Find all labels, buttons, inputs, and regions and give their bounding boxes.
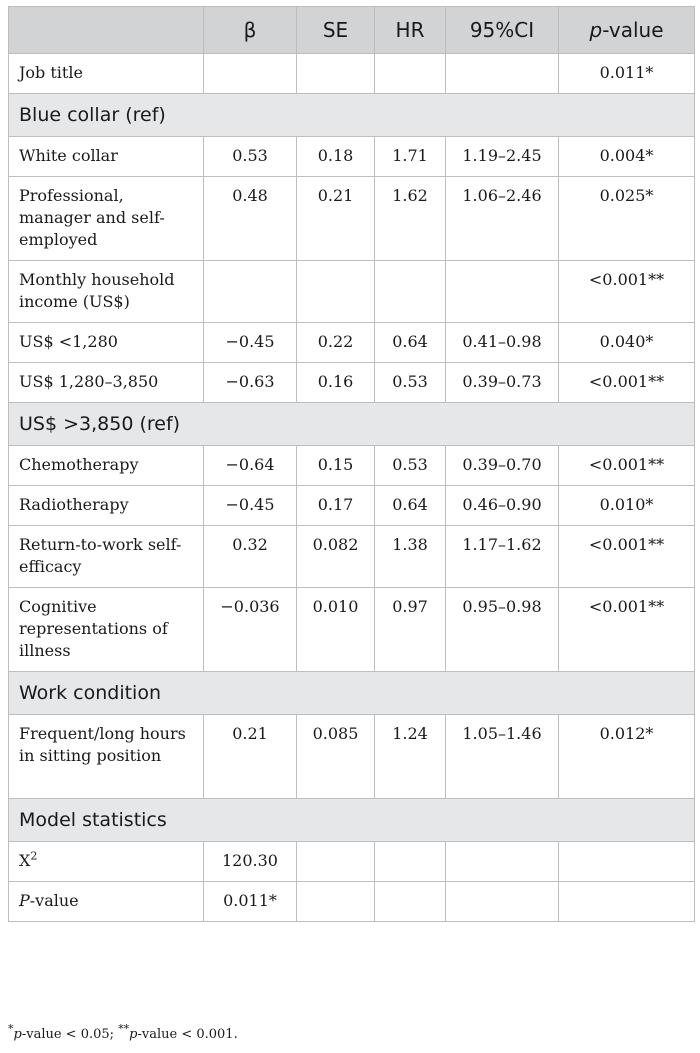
section-row — [9, 672, 695, 715]
cell-beta — [204, 261, 297, 323]
header-ci: 95%CI — [446, 7, 559, 54]
cell-beta: 0.53 — [204, 137, 297, 177]
table-row — [9, 363, 695, 403]
cell-p: 0.011* — [559, 54, 695, 94]
cell-hr: 1.38 — [375, 526, 446, 588]
cell-hr: 0.64 — [375, 323, 446, 363]
cell-ci: 0.39–0.70 — [446, 446, 559, 486]
cell-hr — [375, 261, 446, 323]
cell-ci: 1.05–1.46 — [446, 715, 559, 799]
header-p-value: p-value — [559, 7, 695, 54]
section-label: Model statistics — [9, 799, 695, 842]
table-row — [9, 261, 695, 323]
cell-beta: 0.21 — [204, 715, 297, 799]
cell-p: <0.001** — [559, 588, 695, 672]
cell-ci — [446, 54, 559, 94]
cell-hr: 0.53 — [375, 446, 446, 486]
cell-beta: −0.036 — [204, 588, 297, 672]
row-label: US$ <1,280 — [9, 323, 204, 363]
row-label: Return-to-work self-efficacy — [9, 526, 204, 588]
cell-empty — [297, 882, 375, 922]
cell-se: 0.085 — [297, 715, 375, 799]
row-label: $X^2$ — [9, 842, 204, 882]
cell-beta — [204, 54, 297, 94]
table-row — [9, 446, 695, 486]
cell-hr: 1.71 — [375, 137, 446, 177]
row-label: Radiotherapy — [9, 486, 204, 526]
cell-p: <0.001** — [559, 363, 695, 403]
cell-p: 0.025* — [559, 177, 695, 261]
cell-se: 0.010 — [297, 588, 375, 672]
cell-beta: −0.45 — [204, 486, 297, 526]
table-row — [9, 715, 695, 799]
cell-empty — [559, 882, 695, 922]
cell-beta: 120.30 — [204, 842, 297, 882]
table-row — [9, 588, 695, 672]
cell-empty — [375, 842, 446, 882]
cell-ci: 1.06–2.46 — [446, 177, 559, 261]
cell-p: 0.004* — [559, 137, 695, 177]
section-label: US$ >3,850 (ref) — [9, 403, 695, 446]
cell-hr: 1.62 — [375, 177, 446, 261]
cell-beta: −0.45 — [204, 323, 297, 363]
cell-ci: 0.95–0.98 — [446, 588, 559, 672]
cell-empty — [297, 842, 375, 882]
row-label: Job title — [9, 54, 204, 94]
cell-hr: 0.53 — [375, 363, 446, 403]
cell-empty — [375, 882, 446, 922]
cell-p: <0.001** — [559, 261, 695, 323]
row-label: Chemotherapy — [9, 446, 204, 486]
table-row — [9, 486, 695, 526]
table-row — [9, 882, 695, 922]
row-label: White collar — [9, 137, 204, 177]
cell-ci: 0.46–0.90 — [446, 486, 559, 526]
section-row — [9, 94, 695, 137]
cell-beta: −0.64 — [204, 446, 297, 486]
cell-beta: 0.48 — [204, 177, 297, 261]
cell-se — [297, 261, 375, 323]
cell-beta: 0.32 — [204, 526, 297, 588]
cell-p: <0.001** — [559, 526, 695, 588]
cell-p: 0.040* — [559, 323, 695, 363]
cell-empty — [559, 842, 695, 882]
header-se: SE — [297, 7, 375, 54]
header-label — [9, 7, 204, 54]
cell-empty — [446, 882, 559, 922]
row-label: Professional, manager and self-employed — [9, 177, 204, 261]
table-row — [9, 177, 695, 261]
section-label: Work condition — [9, 672, 695, 715]
cell-p: <0.001** — [559, 446, 695, 486]
cell-ci: 1.19–2.45 — [446, 137, 559, 177]
cell-beta: −0.63 — [204, 363, 297, 403]
table-row — [9, 526, 695, 588]
cell-beta: 0.011* — [204, 882, 297, 922]
cell-se: 0.22 — [297, 323, 375, 363]
row-label: US$ 1,280–3,850 — [9, 363, 204, 403]
cell-se: 0.21 — [297, 177, 375, 261]
row-label: Monthly household income (US$) — [9, 261, 204, 323]
cell-hr: 1.24 — [375, 715, 446, 799]
cell-ci: 1.17–1.62 — [446, 526, 559, 588]
cell-se: 0.15 — [297, 446, 375, 486]
table-row — [9, 54, 695, 94]
cell-empty — [446, 842, 559, 882]
cell-se — [297, 54, 375, 94]
table-row — [9, 842, 695, 882]
cell-p: 0.012* — [559, 715, 695, 799]
cell-p: 0.010* — [559, 486, 695, 526]
section-row — [9, 799, 695, 842]
row-label: Frequent/long hours in sitting position — [9, 715, 204, 799]
section-label: Blue collar (ref) — [9, 94, 695, 137]
table-row — [9, 323, 695, 363]
cell-se: 0.16 — [297, 363, 375, 403]
cell-se: 0.082 — [297, 526, 375, 588]
section-row — [9, 403, 695, 446]
cell-ci: 0.41–0.98 — [446, 323, 559, 363]
cell-hr: 0.97 — [375, 588, 446, 672]
cell-ci — [446, 261, 559, 323]
row-label: P-value — [9, 882, 204, 922]
cell-se: 0.17 — [297, 486, 375, 526]
cell-ci: 0.39–0.73 — [446, 363, 559, 403]
table-footnote: *p-value < 0.05; **p-value < 0.001. — [8, 1022, 238, 1042]
table-row — [9, 137, 695, 177]
cell-hr — [375, 54, 446, 94]
row-label: Cognitive representations of illness — [9, 588, 204, 672]
cell-se: 0.18 — [297, 137, 375, 177]
results-table — [8, 6, 695, 922]
header-hr: HR — [375, 7, 446, 54]
header-row — [9, 7, 695, 54]
header-beta: β — [204, 7, 297, 54]
cell-hr: 0.64 — [375, 486, 446, 526]
